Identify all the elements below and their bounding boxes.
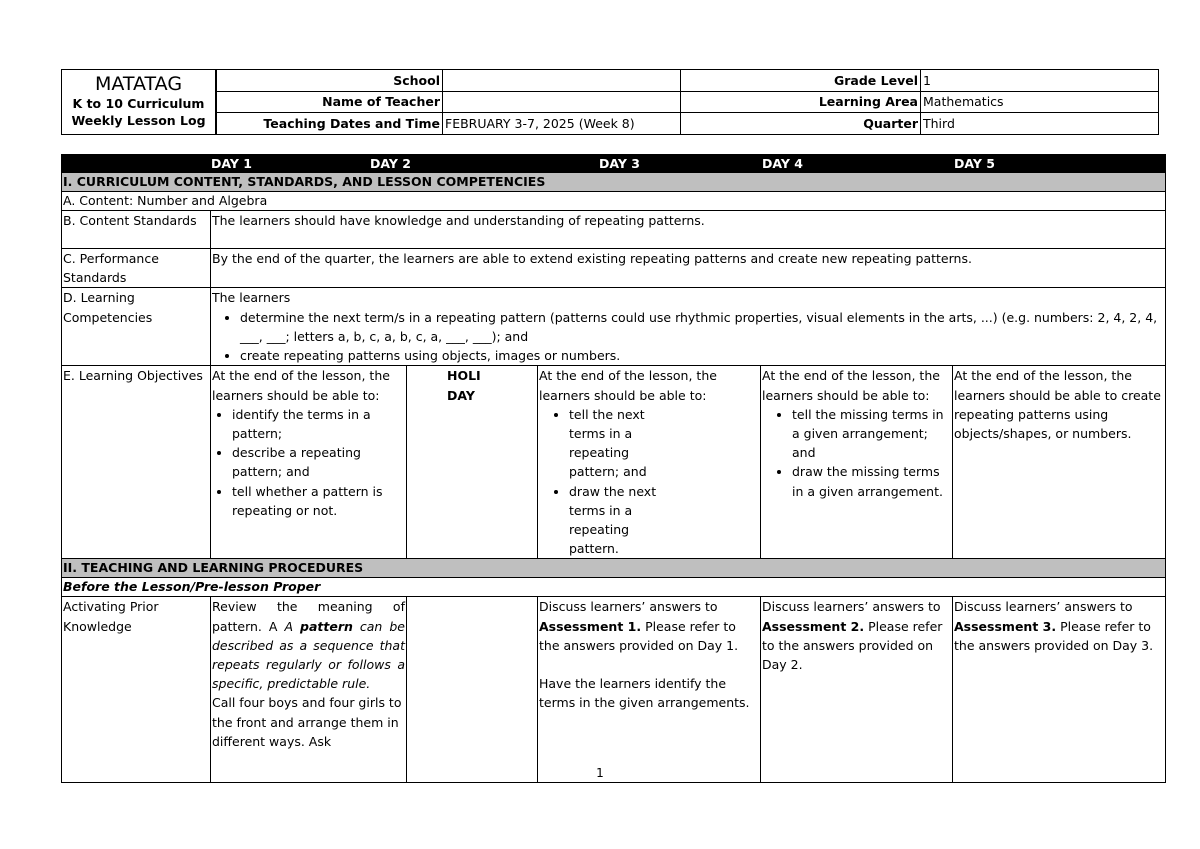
day-2-header: DAY 2 xyxy=(370,156,411,171)
prior-knowledge-day-3 xyxy=(538,597,761,783)
objectives-day-2-holiday xyxy=(407,366,538,559)
objective-item: • draw the missing terms in a given arrangement. xyxy=(792,462,951,500)
quarter-label: Quarter xyxy=(681,113,921,135)
teaching-dates-value: FEBRUARY 3-7, 2025 (Week 8) xyxy=(443,113,681,135)
learning-area-label: Learning Area xyxy=(681,91,921,113)
competency-item: • create repeating patterns using objects, images or numbers. xyxy=(240,346,1164,365)
prior-day-4-text-c: Please refer to the answers provided on Day 2. xyxy=(762,618,943,673)
day-5-header: DAY 5 xyxy=(954,156,995,171)
objectives-day-3-intro: At the end of the lesson, the learners should be able to: xyxy=(539,368,717,403)
header-block xyxy=(61,69,1158,135)
teaching-dates-label: Teaching Dates and Time xyxy=(217,113,443,135)
logo-line-2: Weekly Lesson Log xyxy=(71,113,206,128)
learning-objectives-label: E. Learning Objectives xyxy=(62,366,211,559)
grade-level-label: Grade Level xyxy=(681,70,921,92)
prior-day-5-assessment: Assessment 3. xyxy=(954,618,1057,634)
competencies-list xyxy=(212,308,1164,366)
prior-day-3-assessment: Assessment 1. xyxy=(539,618,642,634)
objective-item: • draw the next terms in a repeating pattern. xyxy=(569,482,679,559)
objectives-day-4 xyxy=(761,366,953,559)
day-4-header: DAY 4 xyxy=(762,156,803,171)
content-row: A. Content: Number and Algebra xyxy=(62,192,1166,211)
objectives-day-1-list xyxy=(212,405,405,520)
content-standards-label: B. Content Standards xyxy=(62,211,211,249)
prior-day-4-text-a: Discuss learners’ answers to xyxy=(762,599,941,615)
prior-knowledge-day-4 xyxy=(761,597,953,783)
school-value xyxy=(443,70,681,92)
prior-knowledge-day-1: Review the meaning of pattern. A A pattern can be described as a sequence that repeats regularly or follows a specific, predictable rule. Call four boys and four girls to the front and arrange them in different ways. Ask xyxy=(211,597,407,783)
teacher-label: Name of Teacher xyxy=(217,91,443,113)
prior-day-5-text-c: Please refer to the answers provided on Day 3. xyxy=(954,618,1154,653)
logo-line-1: K to 10 Curriculum xyxy=(72,96,205,111)
learning-competencies-cell xyxy=(211,288,1166,366)
prior-knowledge-day-5 xyxy=(953,597,1166,783)
teacher-value xyxy=(443,91,681,113)
quarter-value: Third xyxy=(921,113,1159,135)
prior-day-5-text-a: Discuss learners’ answers to xyxy=(954,599,1133,615)
day-3-header: DAY 3 xyxy=(599,156,640,171)
learning-area-value: Mathematics xyxy=(921,91,1159,113)
section-1-heading: I. CURRICULUM CONTENT, STANDARDS, AND LESSON COMPETENCIES xyxy=(62,173,1166,192)
prior-day-3-text-d: Have the learners identify the terms in the given arrangements. xyxy=(539,676,750,711)
objectives-day-4-list xyxy=(762,405,951,501)
header-info-table xyxy=(216,69,1159,135)
prior-day-1-pattern-term: pattern xyxy=(300,618,353,634)
page-number: 1 xyxy=(596,766,604,780)
day-1-header: DAY 1 xyxy=(211,156,252,171)
competency-item: • determine the next term/s in a repeating pattern (patterns could use rhythmic properties, visual elements in the arts, ...) (e.g. numbers: 2, 4, 2, 4, ___, ___; letters a, b, c, a, b, c, a, ___, ___); and xyxy=(240,308,1164,346)
day-header-row xyxy=(62,155,1166,173)
objectives-day-5: At the end of the lesson, the learners should be able to create repeating patterns using objects/shapes, or numbers. xyxy=(953,366,1166,559)
objective-item: • tell whether a pattern is repeating or not. xyxy=(232,482,405,520)
objectives-day-1-intro: At the end of the lesson, the learners should be able to: xyxy=(212,368,390,403)
performance-standards-label: C. Performance Standards xyxy=(62,249,211,288)
objective-item: • describe a repeating pattern; and xyxy=(232,443,405,481)
content-standards-text: The learners should have knowledge and understanding of repeating patterns. xyxy=(211,211,1166,249)
lesson-log xyxy=(61,154,1165,766)
prior-knowledge-label: Activating Prior Knowledge xyxy=(62,597,211,783)
objectives-day-3-list xyxy=(539,405,759,559)
prior-day-1-definition: can be described as a sequence that repeats regularly or follows a specific, predictable rule. xyxy=(212,618,405,692)
prior-day-1-text-a: Review the meaning of pattern. A xyxy=(212,599,405,634)
prior-day-3-text-c: Please refer to the answers provided on Day 1. xyxy=(539,618,739,653)
prior-day-4-assessment: Assessment 2. xyxy=(762,618,865,634)
objectives-day-4-intro: At the end of the lesson, the learners should be able to: xyxy=(762,368,940,403)
prior-day-3-text-a: Discuss learners’ answers to xyxy=(539,599,718,615)
logo-box xyxy=(61,69,216,135)
holiday-text: HOLI DAY xyxy=(447,368,481,403)
section-2-heading: II. TEACHING AND LEARNING PROCEDURES xyxy=(62,559,1166,578)
prior-knowledge-day-2 xyxy=(407,597,538,783)
logo-title: MATATAG xyxy=(94,73,183,95)
before-lesson-heading: Before the Lesson/Pre-lesson Proper xyxy=(62,578,1166,597)
objectives-day-3 xyxy=(538,366,761,559)
objective-item: • tell the missing terms in a given arrangement; and xyxy=(792,405,951,463)
performance-standards-text: By the end of the quarter, the learners are able to extend existing repeating patterns and create new repeating patterns. xyxy=(211,249,1166,288)
school-label: School xyxy=(217,70,443,92)
objective-item: • identify the terms in a pattern; xyxy=(232,405,405,443)
lesson-log-table xyxy=(61,154,1166,783)
learning-competencies-label: D. Learning Competencies xyxy=(62,288,211,366)
objectives-day-1 xyxy=(211,366,407,559)
grade-level-value: 1 xyxy=(921,70,1159,92)
prior-day-1-activity: Call four boys and four girls to the front and arrange them in different ways. Ask xyxy=(212,695,402,749)
competencies-intro: The learners xyxy=(212,290,291,306)
objective-item: • tell the next terms in a repeating pattern; and xyxy=(569,405,679,482)
